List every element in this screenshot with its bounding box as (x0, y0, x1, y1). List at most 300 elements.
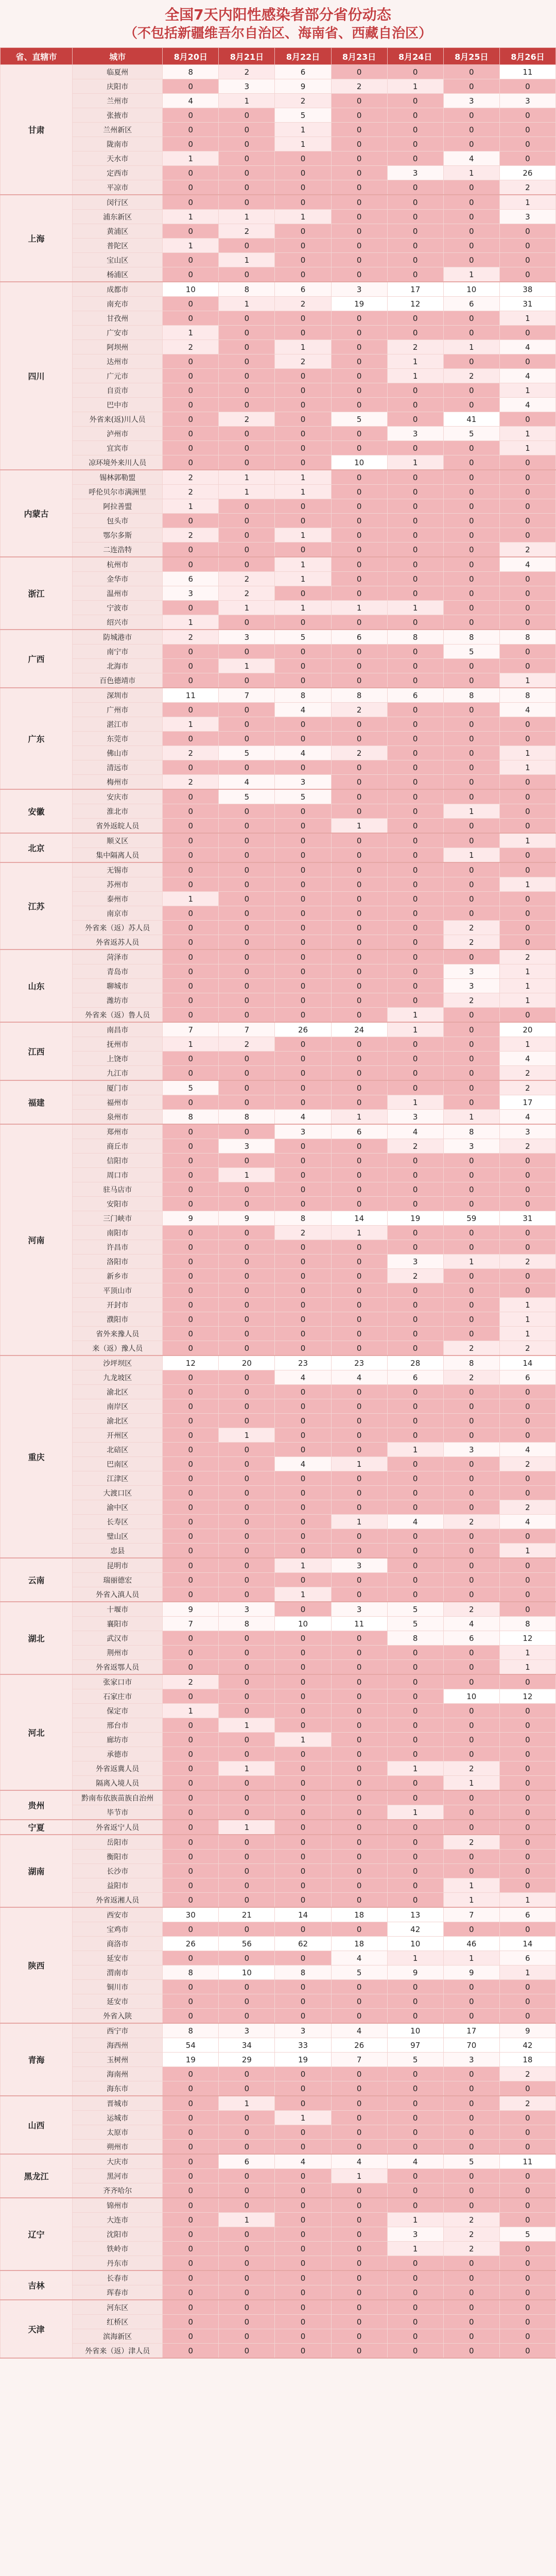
table-row (1, 412, 556, 427)
value-cell: 0 (331, 2300, 387, 2315)
city-cell: 大连市 (73, 2213, 163, 2227)
value-cell: 0 (219, 645, 275, 659)
value-cell: 0 (387, 1080, 443, 1095)
value-cell: 24 (331, 1022, 387, 1037)
value-cell: 18 (331, 1937, 387, 1951)
value-cell: 4 (443, 151, 499, 166)
table-row (1, 2242, 556, 2256)
value-cell: 0 (443, 1385, 499, 1399)
value-cell: 0 (275, 326, 331, 340)
value-cell: 0 (443, 2183, 499, 2198)
value-cell: 0 (219, 833, 275, 848)
value-cell: 0 (387, 311, 443, 326)
value-cell: 0 (443, 108, 499, 123)
value-cell: 9 (163, 1211, 219, 1226)
city-cell: 昆明市 (73, 1558, 163, 1573)
value-cell: 1 (331, 1226, 387, 1240)
value-cell: 2 (219, 1037, 275, 1052)
value-cell: 4 (219, 775, 275, 790)
value-cell: 0 (443, 354, 499, 369)
value-cell: 0 (443, 1573, 499, 1587)
value-cell: 0 (387, 543, 443, 557)
value-cell: 0 (219, 1674, 275, 1689)
value-cell: 6 (499, 1907, 555, 1922)
value-cell: 0 (331, 1052, 387, 1066)
table-row (1, 1558, 556, 1573)
value-cell: 0 (499, 2198, 555, 2213)
table-row (1, 297, 556, 311)
value-cell: 6 (331, 1124, 387, 1139)
value-cell: 0 (163, 514, 219, 528)
table-row (1, 586, 556, 601)
value-cell: 0 (275, 1471, 331, 1486)
value-cell: 0 (219, 1980, 275, 1994)
value-cell: 0 (331, 340, 387, 354)
value-cell: 0 (499, 1704, 555, 1718)
value-cell: 6 (499, 1951, 555, 1965)
value-cell: 0 (387, 1646, 443, 1660)
value-cell: 0 (331, 1428, 387, 1443)
value-cell: 4 (499, 340, 555, 354)
value-cell: 0 (275, 224, 331, 239)
value-cell: 70 (443, 2038, 499, 2053)
value-cell: 0 (499, 267, 555, 282)
city-cell: 外省入滇人员 (73, 1587, 163, 1602)
value-cell: 0 (219, 964, 275, 979)
value-cell: 0 (275, 427, 331, 441)
value-cell: 0 (275, 1283, 331, 1298)
city-cell: 延安市 (73, 1951, 163, 1965)
value-cell: 4 (331, 2023, 387, 2038)
value-cell: 0 (331, 877, 387, 892)
table-row (1, 1471, 556, 1486)
value-cell: 0 (331, 950, 387, 964)
table-row (1, 2285, 556, 2300)
value-cell: 0 (499, 499, 555, 514)
value-cell: 0 (387, 775, 443, 790)
value-cell: 0 (443, 2329, 499, 2344)
table-row (1, 151, 556, 166)
value-cell: 1 (275, 601, 331, 615)
table-row (1, 2213, 556, 2227)
province-cell: 上海 (1, 195, 73, 282)
value-cell: 0 (219, 1414, 275, 1428)
value-cell: 0 (499, 2009, 555, 2024)
table-row (1, 1776, 556, 1791)
value-cell: 0 (163, 732, 219, 746)
value-cell: 0 (163, 862, 219, 877)
table-row (1, 398, 556, 412)
table-row (1, 166, 556, 180)
value-cell: 0 (331, 427, 387, 441)
value-cell: 0 (331, 1820, 387, 1835)
value-cell: 0 (219, 1864, 275, 1878)
value-cell: 0 (275, 2183, 331, 2198)
value-cell: 0 (331, 993, 387, 1008)
value-cell: 0 (499, 2169, 555, 2183)
value-cell: 0 (331, 2009, 387, 2024)
value-cell: 0 (275, 1980, 331, 1994)
value-cell: 0 (275, 1747, 331, 1761)
value-cell: 0 (499, 848, 555, 863)
value-cell: 2 (499, 2067, 555, 2081)
value-cell: 0 (331, 1573, 387, 1587)
table-row (1, 1370, 556, 1385)
value-cell: 2 (163, 1674, 219, 1689)
value-cell: 0 (275, 1255, 331, 1269)
value-cell: 0 (163, 1312, 219, 1327)
value-cell: 1 (387, 2213, 443, 2227)
table-row (1, 1718, 556, 1733)
value-cell: 0 (499, 1850, 555, 1864)
value-cell: 8 (163, 1110, 219, 1125)
value-cell: 0 (163, 1341, 219, 1356)
value-cell: 0 (499, 645, 555, 659)
value-cell: 0 (443, 1095, 499, 1110)
value-cell: 0 (275, 1428, 331, 1443)
value-cell: 0 (219, 615, 275, 630)
value-cell: 12 (163, 1355, 219, 1370)
city-cell: 庆阳市 (73, 79, 163, 94)
value-cell: 0 (219, 108, 275, 123)
province-cell: 内蒙古 (1, 470, 73, 557)
city-cell: 张家口市 (73, 1674, 163, 1689)
value-cell: 0 (331, 2242, 387, 2256)
value-cell: 0 (331, 398, 387, 412)
value-cell: 0 (499, 1980, 555, 1994)
table-row (1, 1298, 556, 1312)
value-cell: 7 (443, 1907, 499, 1922)
value-cell: 6 (219, 2154, 275, 2169)
city-cell: 延安市 (73, 1994, 163, 2009)
value-cell: 0 (443, 2081, 499, 2096)
value-cell: 30 (163, 1907, 219, 1922)
city-cell: 西安市 (73, 1907, 163, 1922)
value-cell: 0 (219, 1066, 275, 1081)
city-cell: 外省返苏人员 (73, 935, 163, 950)
value-cell: 0 (387, 123, 443, 137)
value-cell: 3 (499, 94, 555, 108)
value-cell: 0 (387, 65, 443, 79)
value-cell: 9 (387, 1965, 443, 1980)
value-cell: 0 (219, 732, 275, 746)
table-row (1, 921, 556, 935)
value-cell: 0 (275, 950, 331, 964)
value-cell: 0 (163, 224, 219, 239)
value-cell: 6 (163, 572, 219, 586)
value-cell: 0 (443, 732, 499, 746)
value-cell: 3 (219, 1602, 275, 1617)
value-cell: 0 (219, 1385, 275, 1399)
city-cell: 海西州 (73, 2038, 163, 2053)
table-row (1, 2183, 556, 2198)
value-cell: 1 (499, 1893, 555, 1908)
value-cell: 0 (219, 2183, 275, 2198)
value-cell: 0 (443, 514, 499, 528)
value-cell: 0 (163, 1095, 219, 1110)
table-row (1, 1154, 556, 1168)
value-cell: 0 (499, 892, 555, 906)
value-cell: 2 (331, 79, 387, 94)
value-cell: 0 (219, 1226, 275, 1240)
value-cell: 0 (443, 1298, 499, 1312)
value-cell: 0 (219, 180, 275, 195)
title-line-1: 全国7天内阳性感染者部分省份动态 (165, 6, 391, 23)
value-cell: 0 (331, 1718, 387, 1733)
city-cell: 兰州新区 (73, 123, 163, 137)
value-cell: 1 (443, 804, 499, 819)
value-cell: 1 (387, 1805, 443, 1820)
value-cell: 0 (443, 1226, 499, 1240)
value-cell: 5 (387, 1602, 443, 1617)
value-cell: 0 (331, 1080, 387, 1095)
value-cell: 7 (219, 688, 275, 703)
value-cell: 0 (219, 1994, 275, 2009)
data-table (0, 47, 556, 2359)
value-cell: 0 (275, 239, 331, 253)
value-cell: 14 (499, 1937, 555, 1951)
province-cell: 甘肃 (1, 65, 73, 195)
value-cell: 0 (387, 1689, 443, 1704)
table-row (1, 1674, 556, 1689)
value-cell: 0 (499, 2270, 555, 2285)
value-cell: 0 (443, 253, 499, 267)
value-cell: 0 (499, 1154, 555, 1168)
table-row (1, 2154, 556, 2169)
table-row (1, 2096, 556, 2111)
value-cell: 1 (331, 1457, 387, 1471)
table-row (1, 1443, 556, 1457)
value-cell: 0 (163, 427, 219, 441)
value-cell: 1 (443, 1255, 499, 1269)
value-cell: 0 (499, 2213, 555, 2227)
value-cell: 0 (499, 2081, 555, 2096)
value-cell: 1 (387, 1443, 443, 1457)
value-cell: 5 (275, 789, 331, 804)
value-cell: 0 (163, 1587, 219, 1602)
value-cell: 0 (163, 412, 219, 427)
value-cell: 0 (499, 2315, 555, 2329)
value-cell: 0 (387, 1704, 443, 1718)
city-cell: 绍兴市 (73, 615, 163, 630)
value-cell: 0 (387, 2125, 443, 2140)
value-cell: 0 (219, 1893, 275, 1908)
value-cell: 0 (331, 1240, 387, 1255)
value-cell: 0 (163, 123, 219, 137)
table-row (1, 935, 556, 950)
value-cell: 0 (219, 137, 275, 151)
value-cell: 0 (219, 2111, 275, 2125)
value-cell: 0 (387, 1240, 443, 1255)
value-cell: 0 (387, 2198, 443, 2213)
value-cell: 10 (387, 1937, 443, 1951)
city-cell: 外省来（返）鲁人员 (73, 1008, 163, 1023)
value-cell: 0 (387, 659, 443, 673)
table-row (1, 2256, 556, 2271)
value-cell: 0 (163, 1457, 219, 1471)
value-cell: 0 (275, 732, 331, 746)
value-cell: 0 (275, 1052, 331, 1066)
city-cell: 泸州市 (73, 427, 163, 441)
value-cell: 2 (499, 1457, 555, 1471)
value-cell: 0 (331, 1385, 387, 1399)
value-cell: 0 (499, 2242, 555, 2256)
table-row (1, 1835, 556, 1850)
value-cell: 0 (331, 1327, 387, 1341)
value-cell: 0 (387, 2169, 443, 2183)
value-cell: 0 (219, 166, 275, 180)
value-cell: 1 (387, 1008, 443, 1023)
value-cell: 0 (275, 398, 331, 412)
city-cell: 郑州市 (73, 1124, 163, 1139)
city-cell: 金华市 (73, 572, 163, 586)
value-cell: 0 (387, 224, 443, 239)
value-cell: 0 (219, 703, 275, 717)
value-cell: 0 (387, 964, 443, 979)
value-cell: 0 (219, 993, 275, 1008)
value-cell: 2 (163, 470, 219, 485)
city-cell: 潍坊市 (73, 993, 163, 1008)
table-row (1, 2300, 556, 2315)
value-cell: 0 (163, 1154, 219, 1168)
value-cell: 0 (275, 2227, 331, 2242)
table-row (1, 2140, 556, 2155)
province-cell: 天津 (1, 2300, 73, 2358)
city-cell: 省外返皖人员 (73, 819, 163, 834)
value-cell: 0 (499, 2111, 555, 2125)
value-cell: 0 (443, 499, 499, 514)
value-cell: 0 (219, 1515, 275, 1529)
value-cell: 0 (219, 499, 275, 514)
table-row (1, 1197, 556, 1211)
city-cell: 包头市 (73, 514, 163, 528)
value-cell: 0 (331, 123, 387, 137)
city-cell: 许昌市 (73, 1240, 163, 1255)
table-row (1, 789, 556, 804)
value-cell: 0 (331, 1312, 387, 1327)
value-cell: 0 (443, 1182, 499, 1197)
value-cell: 1 (387, 455, 443, 470)
value-cell: 1 (499, 1544, 555, 1558)
value-cell: 1 (219, 1428, 275, 1443)
value-cell: 0 (163, 1558, 219, 1573)
city-cell: 武汉市 (73, 1631, 163, 1646)
value-cell: 0 (275, 848, 331, 863)
value-cell: 0 (275, 615, 331, 630)
value-cell: 0 (443, 2140, 499, 2155)
value-cell: 0 (275, 833, 331, 848)
value-cell: 0 (163, 979, 219, 993)
province-cell: 云南 (1, 1558, 73, 1602)
value-cell: 46 (443, 1937, 499, 1951)
table-row (1, 848, 556, 863)
header-province: 省、直辖市 (1, 48, 73, 65)
province-cell: 河南 (1, 1124, 73, 1355)
value-cell: 4 (499, 1515, 555, 1529)
city-cell: 自贡市 (73, 383, 163, 398)
value-cell: 1 (499, 195, 555, 210)
value-cell: 0 (163, 557, 219, 572)
value-cell: 0 (499, 1733, 555, 1747)
value-cell: 0 (331, 789, 387, 804)
value-cell: 4 (387, 1124, 443, 1139)
value-cell: 0 (443, 1718, 499, 1733)
value-cell: 0 (499, 354, 555, 369)
value-cell: 26 (331, 2038, 387, 2053)
value-cell: 0 (387, 732, 443, 746)
value-cell: 1 (219, 659, 275, 673)
value-cell: 3 (219, 630, 275, 645)
city-cell: 二连浩特 (73, 543, 163, 557)
value-cell: 4 (387, 2154, 443, 2169)
value-cell: 0 (275, 2285, 331, 2300)
city-cell: 外省返湘人员 (73, 1893, 163, 1908)
value-cell: 0 (275, 1864, 331, 1878)
city-cell: 凉环境外来川人员 (73, 455, 163, 470)
city-cell: 温州市 (73, 586, 163, 601)
value-cell: 2 (443, 369, 499, 383)
value-cell: 2 (443, 1515, 499, 1529)
table-row (1, 775, 556, 790)
table-row (1, 1761, 556, 1776)
value-cell: 0 (499, 1486, 555, 1500)
value-cell: 0 (163, 166, 219, 180)
table-row (1, 1037, 556, 1052)
value-cell: 0 (275, 180, 331, 195)
value-cell: 0 (499, 1226, 555, 1240)
value-cell: 0 (443, 1154, 499, 1168)
table-row (1, 892, 556, 906)
value-cell: 0 (387, 2009, 443, 2024)
value-cell: 0 (443, 950, 499, 964)
value-cell: 0 (387, 1312, 443, 1327)
value-cell: 4 (163, 94, 219, 108)
value-cell: 0 (443, 760, 499, 775)
table-row (1, 1850, 556, 1864)
value-cell: 23 (275, 1355, 331, 1370)
value-cell: 6 (443, 1631, 499, 1646)
value-cell: 0 (387, 1341, 443, 1356)
value-cell: 0 (219, 1370, 275, 1385)
table-row (1, 1631, 556, 1646)
value-cell: 0 (163, 2183, 219, 2198)
value-cell: 0 (331, 1689, 387, 1704)
table-row (1, 2125, 556, 2140)
value-cell: 0 (275, 673, 331, 688)
value-cell: 11 (499, 65, 555, 79)
city-cell: 海南州 (73, 2067, 163, 2081)
table-row (1, 441, 556, 455)
value-cell: 0 (331, 1283, 387, 1298)
value-cell: 0 (219, 935, 275, 950)
value-cell: 0 (163, 993, 219, 1008)
value-cell: 0 (275, 1529, 331, 1544)
value-cell: 0 (499, 2300, 555, 2315)
table-row (1, 1255, 556, 1269)
city-cell: 承德市 (73, 1747, 163, 1761)
value-cell: 4 (443, 1617, 499, 1631)
value-cell: 0 (163, 1980, 219, 1994)
value-cell: 2 (443, 1761, 499, 1776)
value-cell: 3 (443, 94, 499, 108)
value-cell: 0 (219, 1471, 275, 1486)
value-cell: 2 (219, 224, 275, 239)
city-cell: 太原市 (73, 2125, 163, 2140)
value-cell: 0 (499, 1674, 555, 1689)
value-cell: 0 (443, 1240, 499, 1255)
value-cell: 0 (219, 1486, 275, 1500)
value-cell: 0 (275, 1197, 331, 1211)
